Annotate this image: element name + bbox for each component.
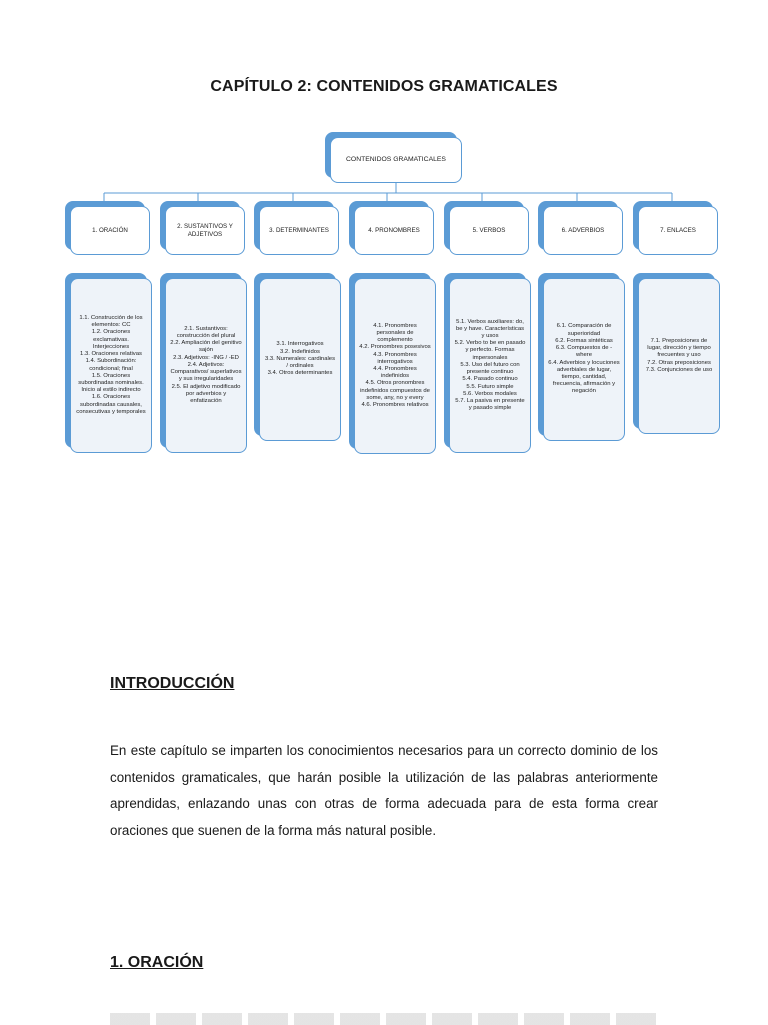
list-item: 5.5. Futuro simple [466,383,514,390]
branch-list-verbos [449,278,531,453]
branch-title-sustantivos: 2. SUSTANTIVOS Y ADJETIVOS [165,206,245,255]
list-item: 6.1. Comparación de superioridad [556,323,612,337]
list-item: 3.3. Numerales: cardinales / ordinales [264,355,336,370]
branch-list-enlaces [638,278,720,434]
cut-off-text-line [110,1013,658,1025]
branch-title-verbos: 5. VERBOS [449,206,529,255]
list-item: 3.1. Interrogativos [276,341,324,348]
list-item: 1.5. Oraciones subordinadas nominales. Inicio al estilo indirecto [78,372,144,394]
list-item: 4.3. Pronombres interrogativos [373,351,417,365]
branch-list-sustantivos [165,278,247,453]
list-item: 5.1. Verbos auxiliares: do, be y have. Características y usos [455,318,525,340]
list-item: 5.4. Pasado continuo [462,376,518,383]
section-oracion-heading: 1. ORACIÓN [110,954,204,971]
list-item: 6.4. Adverbios y locuciones adverbiales de lugar, tiempo, cantidad, frecuencia, afirmación y negación [548,359,620,395]
list-item: 2.1. Sustantivos: construcción del plural [176,325,236,340]
chapter-title: CAPÍTULO 2: CONTENIDOS GRAMATICALES [210,78,558,95]
list-item: 7.3. Conjunciones de uso [645,366,713,373]
list-item: 2.4. Adjetivos: Comparativos/ superlativos y sus irregularidades [170,361,242,383]
list-item: 6.2. Formas sintéticas [555,337,613,344]
list-item: 5.3. Uso del futuro con presente continuo [460,361,520,376]
list-item: 4.5. Otros pronombres indefinidos compuestos de some, any, no y every [360,380,430,401]
list-item: 1.6. Oraciones subordinadas causales, consecutivas y temporales [76,394,146,415]
branch-list-determinantes [259,278,341,441]
list-item: 2.2. Ampliación del genitivo sajón [170,340,242,354]
branch-title-oracion: 1. ORACIÓN [70,206,150,255]
list-item: 5.6. Verbos modales [463,390,517,397]
branch-title-determinantes: 3. DETERMINANTES [259,206,339,255]
branch-title-adverbios: 6. ADVERBIOS [543,206,623,255]
list-item: 4.1. Pronombres personales de complemento [373,322,417,344]
branch-list-oracion [70,278,152,453]
list-item: 1.2. Oraciones exclamativas. Interjecciones [91,329,131,350]
branch-title-pronombres: 4. PRONOMBRES [354,206,434,255]
list-item: 2.3. Adjetivos: -ING / -ED [173,354,239,361]
list-item: 3.4. Otros determinantes [267,370,333,377]
list-item: 4.4. Pronombres indefinidos [373,366,417,380]
branch-title-enlaces: 7. ENLACES [638,206,718,255]
list-item: 1.3. Oraciones relativas [80,351,142,358]
list-item: 1.4. Subordinación: condicional; final [85,358,137,372]
list-item: 7.1. Preposiciones de lugar, dirección y tiempo frecuentes y uso [647,337,711,359]
intro-heading: INTRODUCCIÓN [110,675,235,692]
list-item: 4.2. Pronombres posesivos [359,344,431,351]
branch-list-adverbios [543,278,625,441]
intro-paragraph: En este capítulo se imparten los conocimientos necesarios para un correcto dominio de los contenidos gramaticales, que harán posible la utilización de las palabras anteriormente aprendidas, enlazando unas con otras de forma adecuada para de esta forma crear oraciones que suenen de la forma más natural posible. [110,743,658,838]
list-item: 5.2. Verbo to be en pasado y perfecto. Formas impersonales [454,340,526,361]
branch-list-pronombres [354,278,436,454]
list-item: 5.7. La pasiva en presente y pasado simple [455,397,525,412]
list-item: 1.1. Construcción de los elementos: CC [79,315,143,329]
list-item: 3.2. Indefinidos [280,348,320,355]
list-item: 2.5. El adjetivo modificado por adverbios y enfatización [171,383,241,404]
list-item: 4.6. Pronombres relativos [361,402,429,409]
diagram-root-node: CONTENIDOS GRAMATICALES [330,137,462,183]
list-item: 6.3. Compuestos de - where [555,345,613,359]
list-item: 7.2. Otras preposiciones [647,359,711,366]
